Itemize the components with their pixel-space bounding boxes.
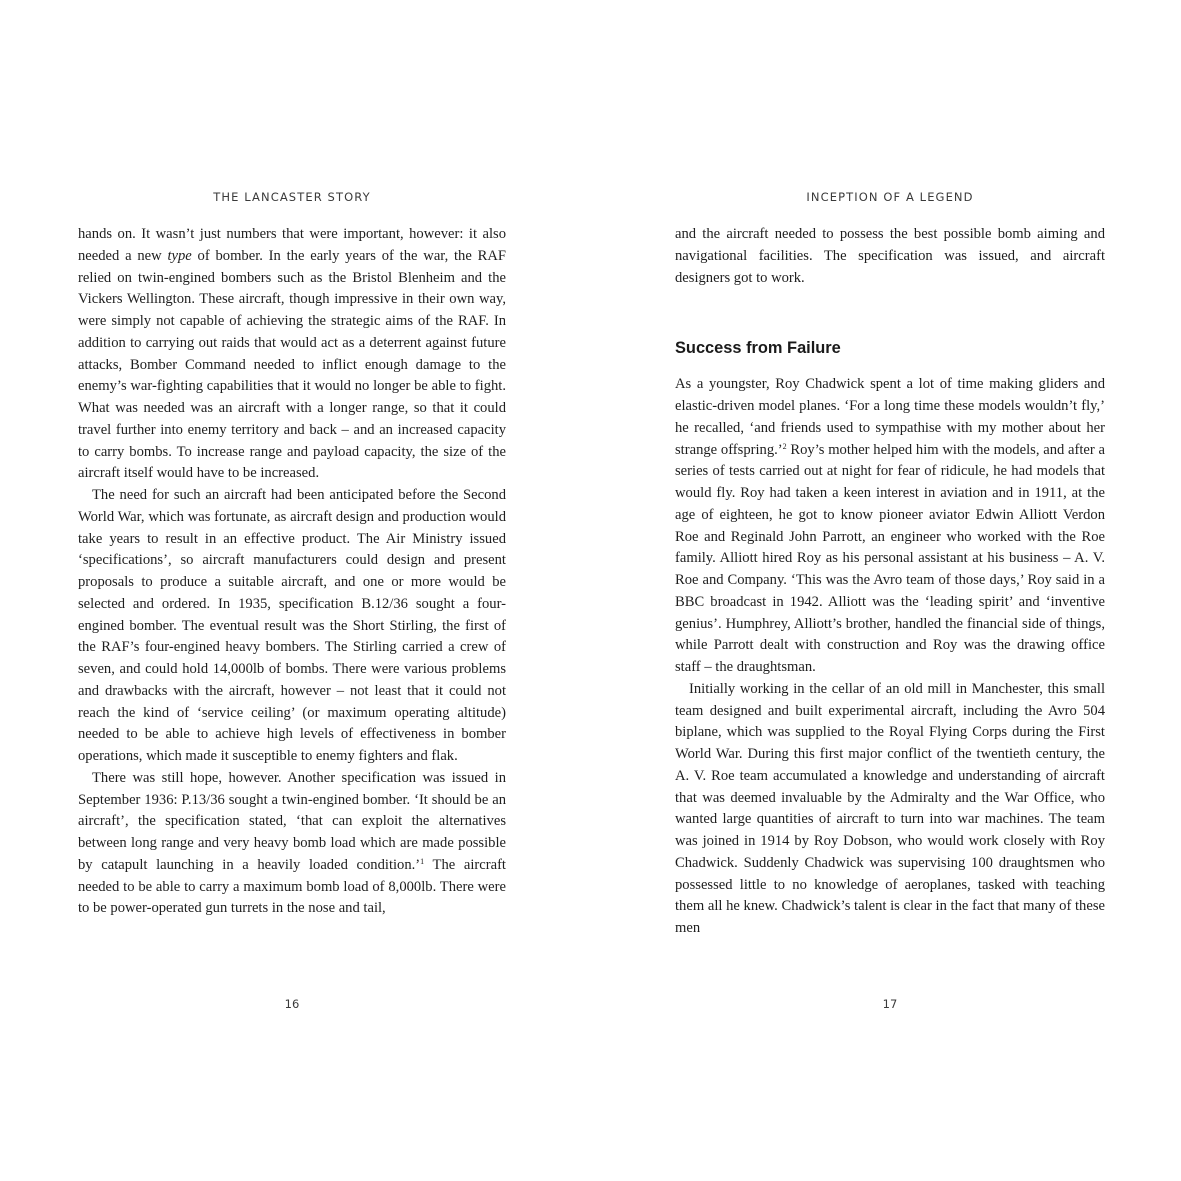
left-body-text [78,224,506,920]
right-paragraph-2: Initially working in the cellar of an old mill in Manchester, this small team designed and built experimental aircraft, including the Avro 504 biplane, which was supplied to the Royal Flying Corps during the First World War. During this first major conflict of the twentieth century, the A. V. Roe team accumulated a knowledge and understanding of aircraft that was deemed invaluable by the Admiralty and the War Office, who wanted large quantities of aircraft to turn into war machines. The team was joined in 1914 by Roy Dobson, who would work closely with Roy Chadwick. Suddenly Chadwick was supervising 100 draughtsmen who possessed little to no knowledge of aeroplanes, tasked with teaching them all he knew. Chadwick’s talent is clear in the fact that many of these men [675,680,1105,936]
left-paragraph-1-end: of bomber. In the early years of the war, the RAF relied on twin-engined bombers such as the Bristol Blenheim and the Vickers Wellington. These aircraft, though impressive in their own way, were simply not capable of achieving the strategic aims of the RAF. In addition to carrying out raids that would act as a deterrent against future attacks, Bomber Command needed to inflict enough damage to the enemy’s war-fighting capabilities that it would no longer be able to fight. What was needed was an aircraft with a longer range, so that it could travel further into enemy territory and back – and an increased capacity to carry bombs. To increase range and payload capacity, the size of the aircraft itself would have to be increased. [78,247,506,482]
left-paragraph-3 [78,768,506,920]
left-paragraph-2: The need for such an aircraft had been anticipated before the Second World War, which was fortunate, as aircraft design and production would take years to result in an effective product. The Air Ministry issued ‘specifications’, so aircraft manufacturers could design and present proposals to produce a suitable aircraft, and one or more would be selected and ordered. In 1935, specification B.12/36 sought a four-engined bomber. The eventual result was the Short Stirling, the first of the RAF’s four-engined heavy bombers. The Stirling carried a crew of seven, and could hold 14,000lb of bombs. There were various problems and drawbacks with the aircraft, however – not least that it could not reach the kind of ‘service ceiling’ (or maximum operating altitude) needed to be able to achieve high levels of effectiveness in bomber operations, which made it susceptible to enemy fighters and flak. [78,487,506,764]
left-paragraph-1-emphasis: type [167,247,192,264]
right-paragraph-1-start: As a youngster, Roy Chadwick spent a lot of time making gliders and elastic-driven model planes. ‘For a long time these models wouldn’t fly,’ he recalled, ‘and friends used to sympathise with my mother about her strange offspring.’ [675,376,1105,458]
left-running-head: THE LANCASTER STORY [213,190,371,204]
left-paragraph-1-start: hands on. It wasn’t just numbers that were important, however: it also needed a new [78,226,506,264]
right-paragraph-1-end: Roy’s mother helped him with the models, and after a series of tests carried out at night for fear of ridicule, he had models that would fly. Roy had taken a keen interest in aviation and in 1911, at the age of eighteen, he got to know pioneer aviator Edwin Alliott Verdon Roe and Reginald John Parrott, an engineer who worked with the Roe family. Alliott hired Roy as his personal assistant at his business – A. V. Roe and Company. ‘This was the Avro team of those days,’ Roy said in a BBC broadcast in 1942. Alliott was the ‘leading spirit’ and ‘inventive genius’. Humphrey, Alliott’s brother, handled the financial side of things, while Parrott dealt with construction and Roy was the drawing office staff – the draughtsman. [675,441,1105,675]
right-body-text [675,224,1105,940]
footnote-marker-2: 2 [782,441,787,451]
right-running-head: INCEPTION OF A LEGEND [806,190,974,204]
section-heading: Success from Failure [675,339,841,358]
left-page [78,0,506,1181]
left-paragraph-3-start: There was still hope, however. Another specification was issued in September 1936: P.13/36 sought a twin-engined bomber. ‘It should be an aircraft’, the specification stated, ‘that can exploit the alternatives between long range and very heavy bomb load which are made possible by catapult launching in a heavily loaded condition.’ [78,769,506,873]
right-page [675,0,1105,1181]
left-paragraph-1 [78,224,506,485]
left-paragraph-3-end: The aircraft needed to be able to carry a maximum bomb load of 8,000lb. There were to be power-operated gun turrets in the nose and tail, [78,856,506,917]
right-opening-paragraph: and the aircraft needed to possess the best possible bomb aiming and navigational facilities. The specification was issued, and aircraft designers got to work. [675,226,1105,286]
footnote-marker-1: 1 [420,856,425,866]
right-paragraph-1 [675,374,1105,679]
right-page-number: 17 [882,997,898,1011]
left-page-number: 16 [284,997,300,1011]
